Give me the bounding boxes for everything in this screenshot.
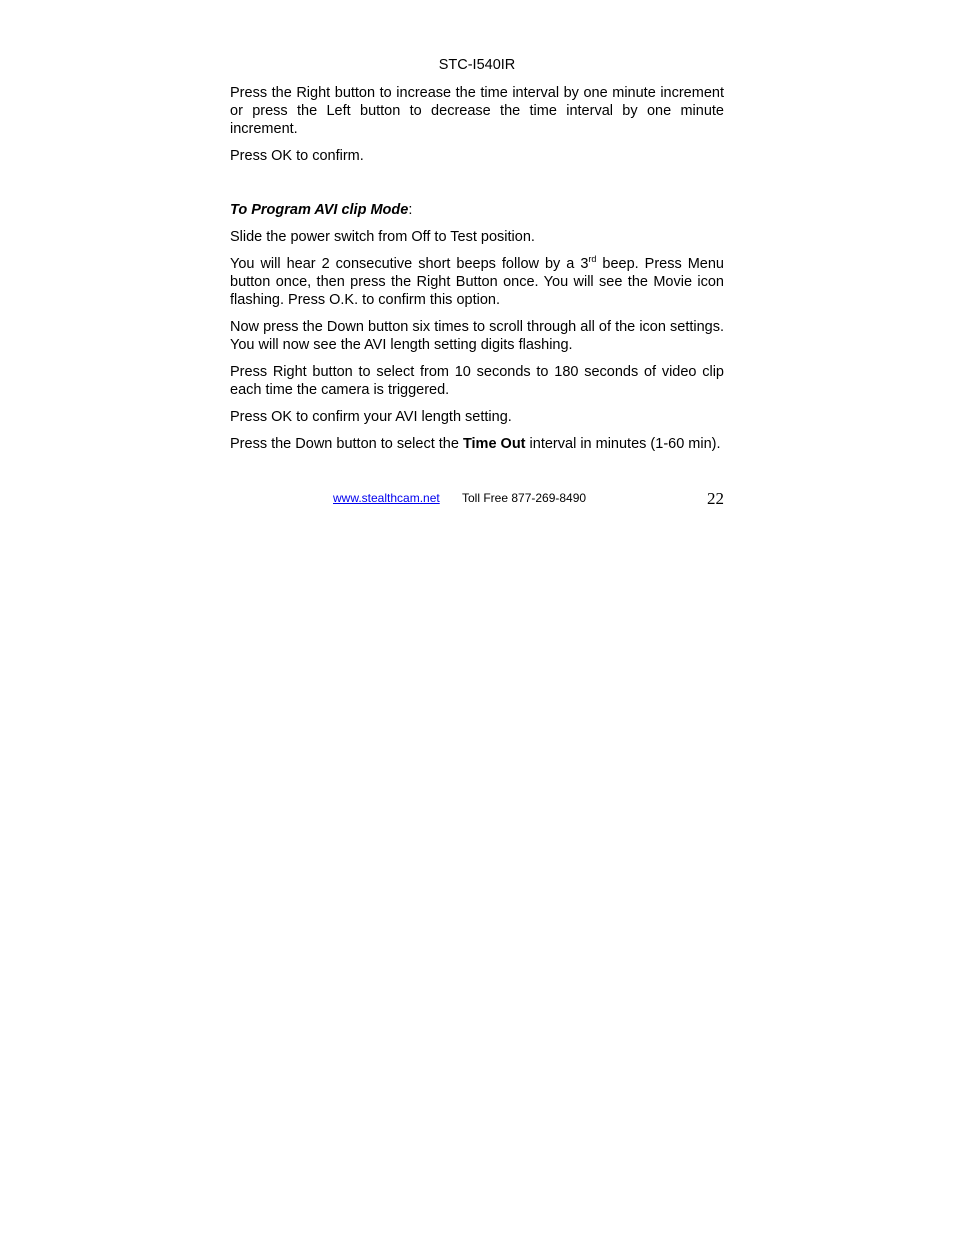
toll-free-phone: Toll Free 877-269-8490: [462, 491, 587, 505]
page-footer: [230, 489, 724, 513]
paragraph-beeps-text-1: You will hear 2 consecutive short beeps follow by a 3: [230, 256, 589, 272]
page-header-model: STC-I540IR: [438, 57, 516, 73]
paragraph-time-out-text-1: Press the Down button to select the: [230, 436, 463, 452]
paragraph-right-button: Press Right button to select from 10 seconds to 180 seconds of video clip each time the camera is triggered.: [230, 364, 724, 398]
section-heading-colon: :: [408, 202, 413, 218]
paragraph-beeps: [230, 255, 724, 309]
section-heading-text: To Program AVI clip Mode: [230, 202, 409, 218]
website-link[interactable]: www.stealthcam.net: [333, 491, 440, 505]
paragraph-confirm-avi: Press OK to confirm your AVI length setting.: [230, 409, 512, 425]
paragraph-power-switch: Slide the power switch from Off to Test position.: [230, 229, 535, 245]
paragraph-time-interval: Press the Right button to increase the time interval by one minute increment or press the Left button to decrease the time interval by one minute increment.: [230, 85, 724, 137]
paragraph-confirm: Press OK to confirm.: [230, 148, 364, 164]
page-number: 22: [707, 489, 724, 508]
paragraph-down-button: Now press the Down button six times to scroll through all of the icon settings. You will now see the AVI length setting digits flashing.: [230, 319, 724, 353]
time-out-label: Time Out: [462, 436, 526, 452]
ordinal-superscript: rd: [588, 254, 597, 265]
paragraph-time-out: [230, 435, 724, 453]
page-content: [230, 84, 724, 462]
paragraph-beeps-text-2: beep. Press Menu button once, then press the Right Button once. You will see the Movie icon flashing. Press O.K. to confirm this option.: [230, 256, 724, 308]
section-heading-avi-clip: [230, 201, 724, 219]
paragraph-time-out-text-2: interval in minutes (1-60 min).: [525, 436, 721, 452]
